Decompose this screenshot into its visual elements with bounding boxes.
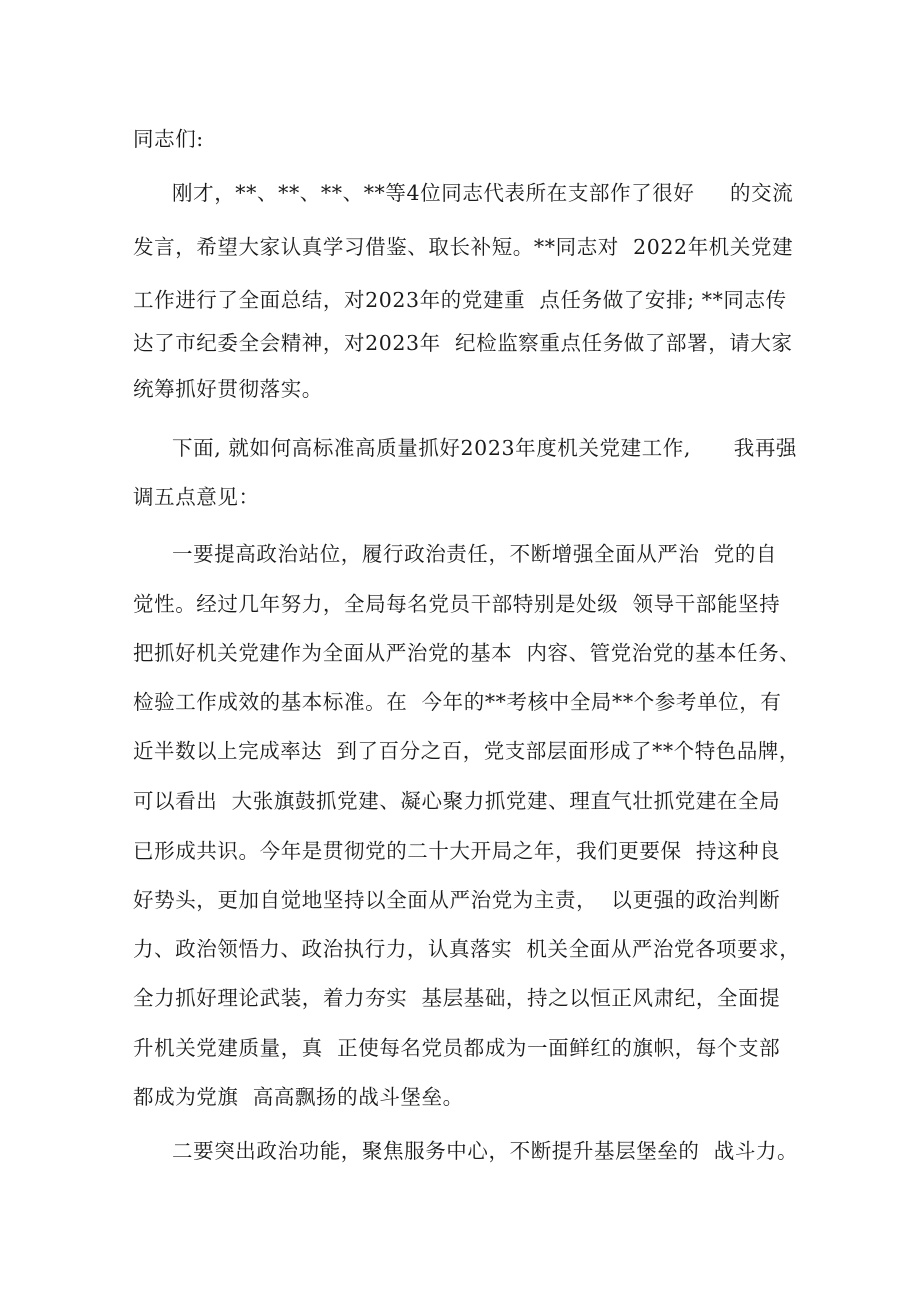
text-line: 达了市纪委全会精神，对2023年 纪检监察重点任务做了部署，请大家 (133, 331, 793, 355)
text-line: 好势头，更加自觉地坚持以全面从严治党为主责， 以更强的政治判断 (133, 888, 781, 912)
text-line: 发言，希望大家认真学习借鉴、取长补短。**同志对 2022年机关党建 (133, 235, 794, 259)
text-line: 二要突出政治功能，聚焦服务中心，不断提升基层堡垒的 战斗力。 (172, 1139, 799, 1163)
text-line: 近半数以上完成率达 到了百分之百，党支部层面形成了**个特色品牌， (133, 739, 800, 763)
text-line: 觉性。经过几年努力，全局每名党员干部特别是处级 领导干部能坚持 (133, 592, 781, 616)
text-line: 力、政治领悟力、政治执行力，认真落实 机关全面从严治党各项要求， (133, 937, 801, 961)
text-line: 调五点意见： (133, 485, 260, 509)
text-line: 统筹抓好贯彻落实。 (133, 377, 323, 401)
text-line: 都成为党旗 高高飘扬的战斗堡垒。 (133, 1085, 464, 1109)
salutation: 同志们: (133, 127, 204, 151)
text-line: 升机关党建质量，真 正使每名党员都成为一面鲜红的旗帜，每个支部 (133, 1036, 781, 1060)
text-line: 已形成共识。今年是贯彻党的二十大开局之年，我们更要保 持这种良 (133, 839, 781, 863)
text-line: 可以看出 大张旗鼓抓党建、凝心聚力抓党建、理直气壮抓党建在全局 (133, 789, 781, 813)
text-line: 一要提高政治站位，履行政治责任，不断增强全面从严治 党的自 (172, 542, 778, 566)
text-line: 下面, 就如何高标准高质量抓好2023年度机关党建工作, 我再强 (172, 436, 798, 460)
text-line: 刚才，**、**、**、**等4位同志代表所在支部作了很好 的交流 (172, 181, 794, 205)
text-line: 检验工作成效的基本标准。在 今年的**考核中全局**个参考单位，有 (133, 690, 782, 714)
text-line: 全力抓好理论武装，着力夯实 基层基础，持之以恒正风肃纪，全面提 (133, 986, 781, 1010)
text-line: 把抓好机关党建作为全面从严治党的基本 内容、管党治党的基本任务、 (133, 641, 801, 665)
text-line: 工作进行了全面总结，对2023年的党建重 点任务做了安排; **同志传 (133, 288, 787, 312)
